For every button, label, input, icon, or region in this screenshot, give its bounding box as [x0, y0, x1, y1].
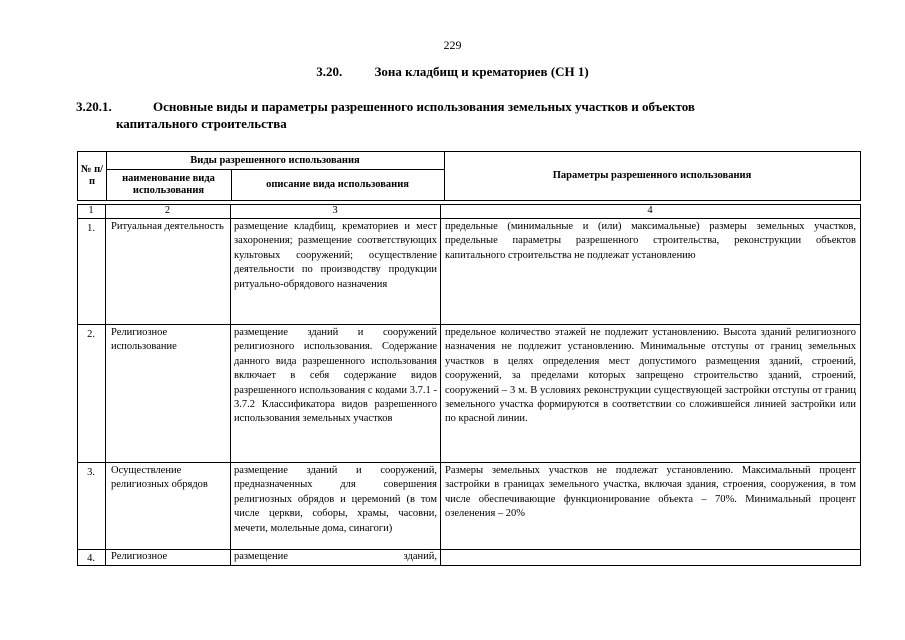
- row2-description: размещение зданий и сооружений религиозного использования. Содержание данного вида разрешенного использования включает в себя содержание видов разрешенного использования с кодами 3.7.1 - 3.7.2 Классификатора видов разрешенного использования земельных участков: [234, 327, 437, 425]
- row4-name: Религиозное: [111, 551, 168, 562]
- row3-description: размещение зданий и сооружений, предназначенных для совершения религиозных обрядов и церемоний (в том числе церкви, соборы, храмы, часовни, мечети, молельные дома, синагоги): [234, 465, 437, 534]
- row1-params: предельные (минимальные и (или) максимальные) размеры земельных участков, предельные параметры разрешенного строительства, реконструкции объектов капитального строительства не подлежат установлению: [445, 221, 856, 261]
- section-heading: [76, 98, 836, 132]
- row3-params: Размеры земельных участков не подлежат установлению. Максимальный процент застройки в границах земельного участка, включая здания, строения, сооружения, в том числе обеспечивающие функционирование объекта – 70%. Минимальный процент озеленения – 20%: [445, 465, 856, 520]
- header-no: № п/п: [80, 164, 104, 187]
- zone-heading: [0, 64, 905, 80]
- row3-name: Осуществление религиозных обрядов: [111, 465, 208, 491]
- column-number-1: 1: [88, 205, 94, 216]
- header-group: Виды разрешенного использования: [190, 154, 360, 166]
- row2-no: 2.: [87, 329, 95, 340]
- page-number: 229: [443, 38, 462, 52]
- row4-no: 4.: [87, 553, 95, 564]
- section-heading-number: 3.20.1.: [76, 99, 112, 114]
- row2-params: предельное количество этажей не подлежит установлению. Высота зданий религиозного назначения не подлежит установлению. Минимальные отступы от границ земельных участков в целях определения мест допустимого размещения зданий, строений, сооружений, за пределами которых запрещено строительство зданий, строений, сооружений – 3 м. В условиях реконструкции существующей застройки отступы от границ земельного участка формируются в соответствии со сложившейся линией застройки или по красной линии.: [445, 327, 856, 425]
- row1-description: размещение кладбищ, крематориев и мест захоронения; размещение соответствующих культовых сооружений; осуществление деятельности по производству продукции ритуально-обрядового назначения: [234, 221, 437, 290]
- row1-no: 1.: [87, 223, 95, 234]
- row4-description: размещение зданий,: [234, 551, 437, 562]
- table-header: [77, 151, 861, 201]
- column-number-3: 3: [332, 205, 338, 216]
- header-description: описание вида использования: [266, 178, 409, 190]
- zone-heading-number: 3.20.: [316, 64, 343, 79]
- column-number-2: 2: [164, 205, 171, 216]
- section-heading-line1: Основные виды и параметры разрешенного использования земельных участков и объектов: [153, 99, 695, 114]
- row1-name: Ритуальная деятельность: [111, 221, 224, 232]
- main-table: [77, 204, 861, 566]
- row3-no: 3.: [87, 467, 95, 478]
- column-number-4: 4: [647, 205, 653, 216]
- zone-heading-title: Зона кладбищ и крематориев (СН 1): [374, 64, 589, 79]
- header-name: наименование вида использования: [122, 172, 215, 196]
- header-params: Параметры разрешенного использования: [552, 170, 752, 181]
- row2-name: Религиозное использование: [111, 327, 177, 353]
- section-heading-line2: капитального строительства: [116, 116, 287, 131]
